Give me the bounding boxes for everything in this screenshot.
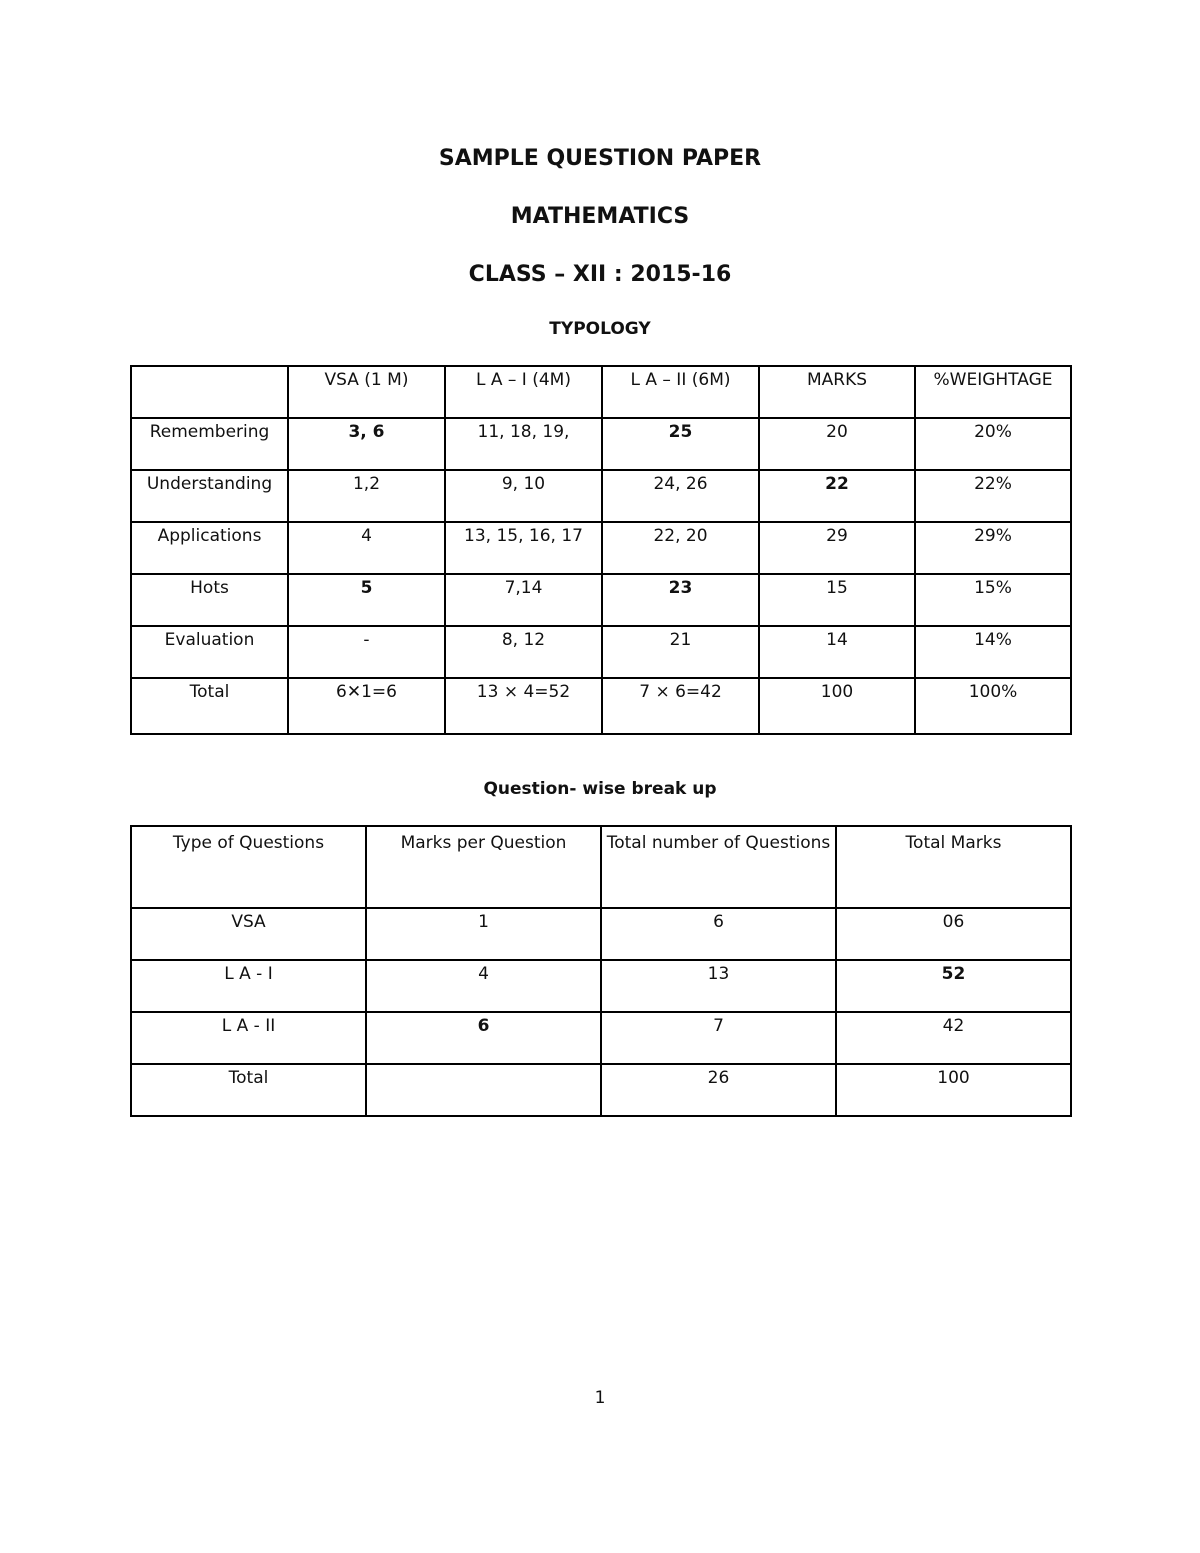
table-cell: 13, 15, 16, 17 — [445, 522, 602, 574]
table-cell: 9, 10 — [445, 470, 602, 522]
table-cell: 20% — [915, 418, 1071, 470]
table-row — [131, 574, 1071, 626]
breakup-table — [130, 825, 1072, 1117]
row-label: L A - II — [131, 1012, 366, 1064]
typology-table — [130, 365, 1072, 735]
table-cell: 14 — [759, 626, 915, 678]
table-cell: 15% — [915, 574, 1071, 626]
table-cell: 100% — [915, 678, 1071, 734]
table-cell: 42 — [836, 1012, 1071, 1064]
typology-heading: TYPOLOGY — [549, 319, 651, 339]
table-cell: 14% — [915, 626, 1071, 678]
table-row — [131, 960, 1071, 1012]
table-cell: 7 × 6=42 — [602, 678, 759, 734]
table-cell: 25 — [602, 418, 759, 470]
header-cell: Marks per Question — [366, 826, 601, 908]
table-row — [131, 626, 1071, 678]
breakup-header-row — [131, 826, 1071, 908]
table-cell: 52 — [836, 960, 1071, 1012]
header-cell — [131, 366, 288, 418]
table-row — [131, 418, 1071, 470]
table-cell: 22, 20 — [602, 522, 759, 574]
table-cell: 22 — [759, 470, 915, 522]
header-cell: Total number of Questions — [601, 826, 836, 908]
table-cell: 4 — [366, 960, 601, 1012]
table-cell: 7,14 — [445, 574, 602, 626]
row-label: Hots — [131, 574, 288, 626]
document-title: SAMPLE QUESTION PAPER — [438, 146, 762, 171]
table-row — [131, 1012, 1071, 1064]
row-label: Total — [131, 678, 288, 734]
table-cell: 5 — [288, 574, 445, 626]
table-cell: 23 — [602, 574, 759, 626]
row-label: VSA — [131, 908, 366, 960]
table-cell: 22% — [915, 470, 1071, 522]
page-number: 1 — [594, 1388, 606, 1408]
table-cell: 13 — [601, 960, 836, 1012]
header-cell: VSA (1 M) — [288, 366, 445, 418]
row-label: Total — [131, 1064, 366, 1116]
table-row — [131, 522, 1071, 574]
table-cell: 100 — [836, 1064, 1071, 1116]
header-cell: L A – II (6M) — [602, 366, 759, 418]
table-cell — [366, 1064, 601, 1116]
typology-header-row — [131, 366, 1071, 418]
table-cell: 1,2 — [288, 470, 445, 522]
table-cell: 29 — [759, 522, 915, 574]
table-cell: - — [288, 626, 445, 678]
table-cell: 6✕1=6 — [288, 678, 445, 734]
breakup-heading: Question- wise break up — [483, 779, 717, 799]
row-label: L A - I — [131, 960, 366, 1012]
table-cell: 1 — [366, 908, 601, 960]
table-cell: 11, 18, 19, — [445, 418, 602, 470]
table-cell: 3, 6 — [288, 418, 445, 470]
table-row-total — [131, 678, 1071, 734]
class-heading: CLASS – XII : 2015-16 — [468, 262, 732, 287]
table-cell: 20 — [759, 418, 915, 470]
table-row-total — [131, 1064, 1071, 1116]
table-cell: 29% — [915, 522, 1071, 574]
header-cell: Total Marks — [836, 826, 1071, 908]
row-label: Understanding — [131, 470, 288, 522]
table-cell: 100 — [759, 678, 915, 734]
table-cell: 7 — [601, 1012, 836, 1064]
table-cell: 13 × 4=52 — [445, 678, 602, 734]
table-cell: 24, 26 — [602, 470, 759, 522]
table-cell: 6 — [366, 1012, 601, 1064]
table-cell: 06 — [836, 908, 1071, 960]
row-label: Remembering — [131, 418, 288, 470]
table-cell: 4 — [288, 522, 445, 574]
table-row — [131, 470, 1071, 522]
header-cell: Type of Questions — [131, 826, 366, 908]
header-cell: MARKS — [759, 366, 915, 418]
table-cell: 8, 12 — [445, 626, 602, 678]
row-label: Applications — [131, 522, 288, 574]
header-cell: %WEIGHTAGE — [915, 366, 1071, 418]
table-cell: 21 — [602, 626, 759, 678]
header-cell: L A – I (4M) — [445, 366, 602, 418]
table-row — [131, 908, 1071, 960]
row-label: Evaluation — [131, 626, 288, 678]
table-cell: 6 — [601, 908, 836, 960]
table-cell: 15 — [759, 574, 915, 626]
table-cell: 26 — [601, 1064, 836, 1116]
subject-heading: MATHEMATICS — [510, 204, 690, 229]
